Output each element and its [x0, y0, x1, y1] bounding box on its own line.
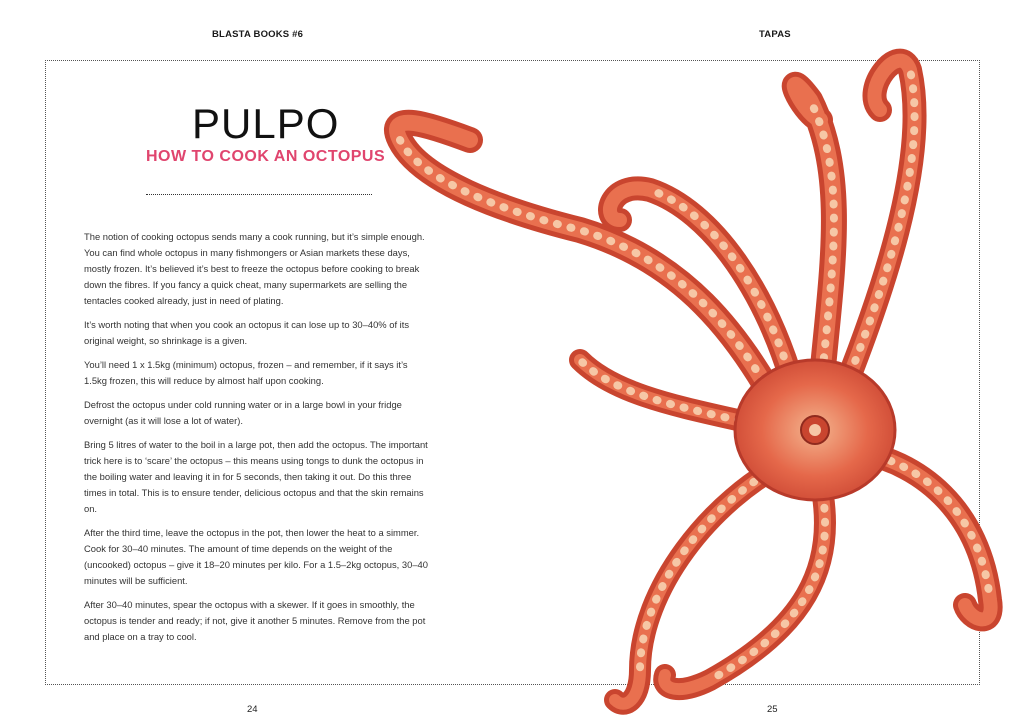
page-number-right: 25: [767, 704, 778, 715]
page-subtitle: HOW TO COOK AN OCTOPUS: [146, 148, 386, 165]
running-head-left: BLASTA BOOKS #6: [212, 29, 304, 40]
paragraph: The notion of cooking octopus sends many a cook running, but it’s simple enough. You can find whole octopus in many fishmongers or Asian markets these days, mostly frozen. It’s believed it’s best to freeze the octopus before cooking to break down the fibres. If you fancy a quick cheat, many supermarkets are selling the tentacles cooked already, just in need of plating.: [84, 231, 425, 306]
paragraph: Bring 5 litres of water to the boil in a large pot, then add the octopus. The important trick here is to ‘scare’ the octopus – this means using tongs to dunk the octopus in the boiling water and leaving it in for 5 seconds, then taking it out. Do this three times in total. This is to ensure tender, delicious octopus and that the skin remains on.: [84, 439, 428, 514]
paragraph: Defrost the octopus under cold running water or in a large bowl in your fridge overnight (as it will lose a lot of water).: [84, 399, 402, 426]
paragraph: You’ll need 1 x 1.5kg (minimum) octopus, frozen – and remember, if it says it’s 1.5kg frozen, this will reduce by almost half upon cooking.: [84, 359, 408, 386]
page-title: PULPO: [192, 100, 340, 147]
paragraph: After 30–40 minutes, spear the octopus with a skewer. If it goes in smoothly, the octopus is tender and ready; if not, give it another 5 minutes. Remove from the pot and place on a tray to cool.: [84, 599, 426, 642]
octopus-illustration: [380, 30, 1024, 725]
running-head-right: TAPAS: [759, 29, 791, 40]
body-text: [84, 229, 430, 653]
page-number-left: 24: [247, 704, 258, 715]
paragraph: After the third time, leave the octopus in the pot, then lower the heat to a simmer. Cook for 30–40 minutes. The amount of time depends on the weight of the (uncooked) octopus – give it 18–20 minutes per kilo. For a 1.5–2kg octopus, 30–40 minutes will be sufficient.: [84, 527, 428, 586]
dotted-rule: [146, 194, 372, 195]
paragraph: It’s worth noting that when you cook an octopus it can lose up to 30–40% of its original weight, so shrinkage is a given.: [84, 319, 410, 346]
